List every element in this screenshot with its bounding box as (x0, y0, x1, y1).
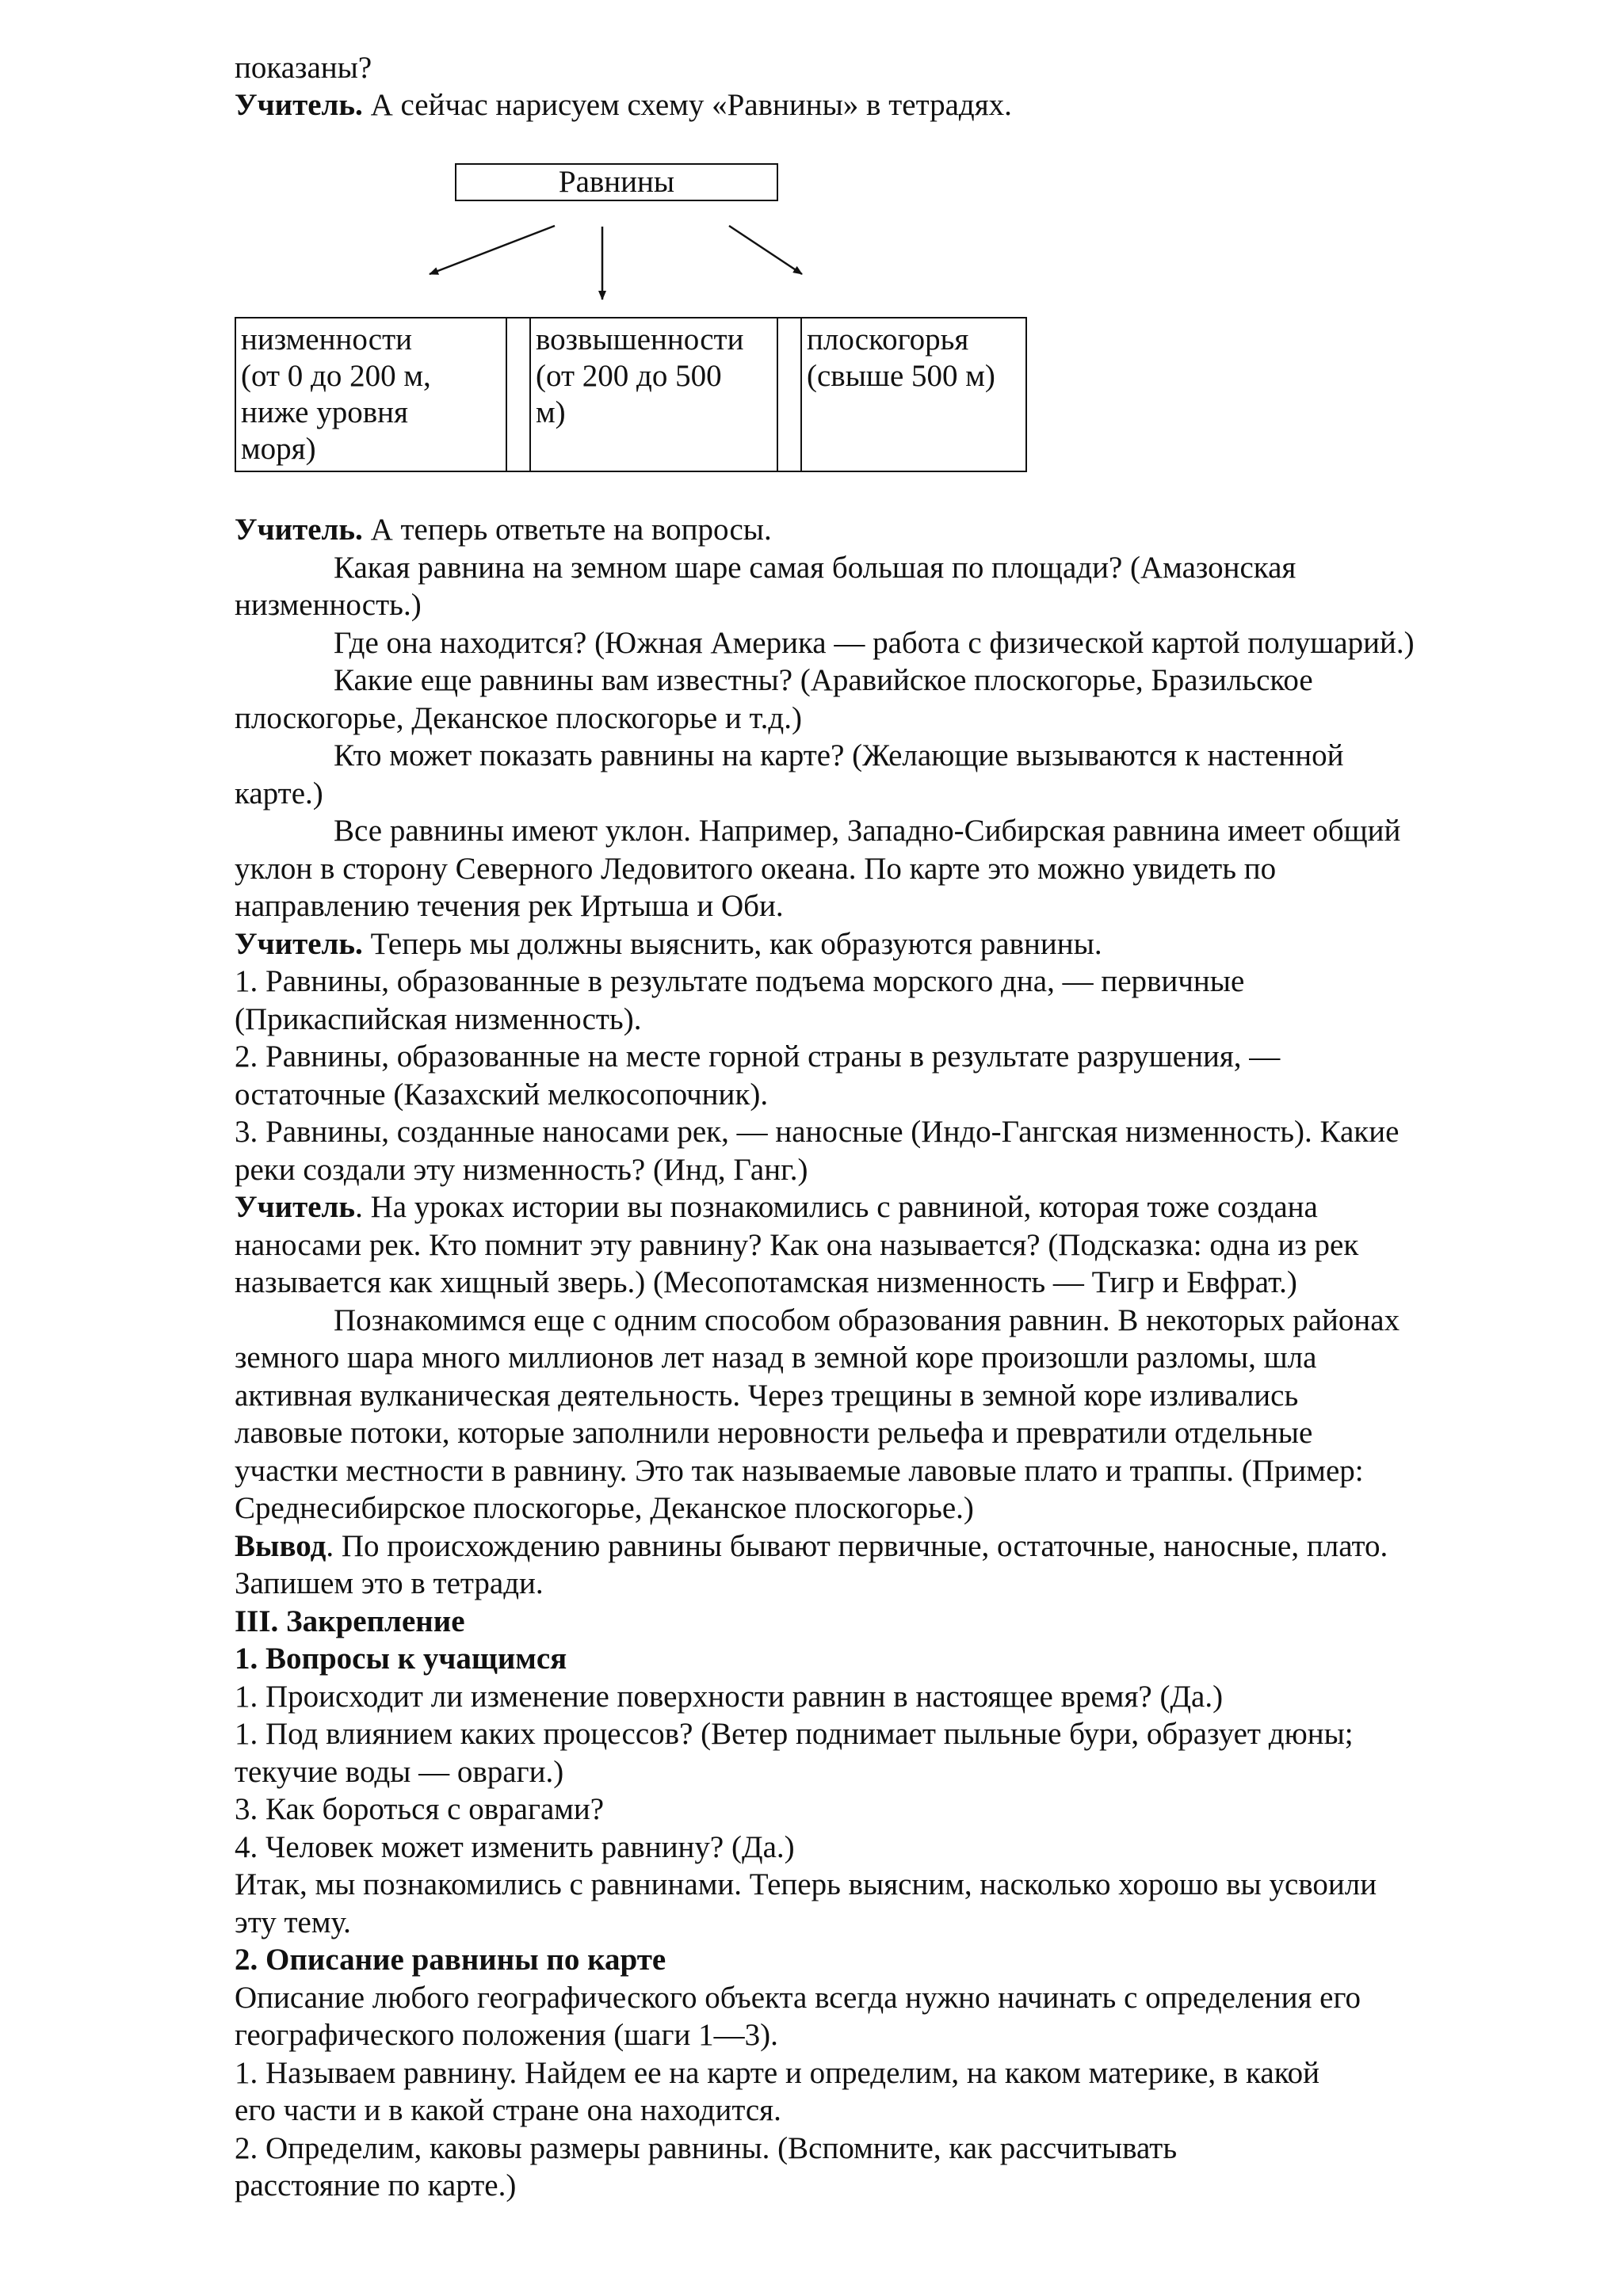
conclusion-label: Вывод (235, 1529, 327, 1563)
speaker-label: Учитель (235, 1190, 356, 1224)
diagram-box-plateaus (800, 317, 1027, 472)
speaker-label: Учитель. (235, 927, 363, 961)
text-line: называется как хищный зверь.) (Месопотамская низменность — Тигр и Евфрат.) (235, 1265, 1297, 1299)
text-line: лавовые потоки, которые заполнили неровности рельефа и превратили отдельные (235, 1416, 1313, 1450)
text-line (235, 1188, 1318, 1226)
box-line: ниже уровня (241, 395, 408, 429)
box-line: низменности (241, 322, 413, 357)
diagram-arrows (0, 0, 1623, 333)
text-line: расстояние по карте.) (235, 2168, 517, 2203)
text-line: направлению течения рек Иртыша и Оби. (235, 889, 784, 923)
text-line: уклон в сторону Северного Ледовитого океана. По карте это можно увидеть по (235, 852, 1277, 886)
speaker-text: А сейчас нарисуем схему «Равнины» в тетрадях. (362, 88, 1012, 122)
text-line: эту тему. (235, 1905, 351, 1939)
speaker-text: А теперь ответьте на вопросы. (362, 513, 772, 547)
text-line: Какая равнина на земном шаре самая большая по площади? (Амазонская (334, 551, 1296, 585)
speaker-label: Учитель. (235, 513, 363, 547)
section-heading: III. Закрепление (235, 1604, 465, 1638)
text-line: низменность.) (235, 588, 422, 622)
text-line: Запишем это в тетради. (235, 1566, 544, 1600)
text-line: наносами рек. Кто помнит эту равнину? Как она называется? (Подсказка: одна из рек (235, 1228, 1359, 1262)
arrow-right (729, 226, 802, 274)
text-line: активная вулканическая деятельность. Через трещины в земной коре изливались (235, 1379, 1299, 1413)
diagram-box-uplands (529, 317, 778, 472)
text-line: его части и в какой стране она находится. (235, 2093, 781, 2127)
arrow-left (430, 226, 555, 274)
text-line: Все равнины имеют уклон. Например, Западно-Сибирская равнина имеет общий (334, 814, 1401, 848)
text-line (235, 511, 772, 548)
text-line: 1. Происходит ли изменение поверхности равнин в настоящее время? (Да.) (235, 1680, 1224, 1714)
text-line: остаточные (Казахский мелкосопочник). (235, 1077, 769, 1112)
text-line: земного шара много миллионов лет назад в земной коре произошли разломы, шла (235, 1341, 1317, 1375)
text-line: 2. Определим, каковы размеры равнины. (Вспомните, как рассчитывать (235, 2131, 1178, 2165)
subsection-heading: 1. Вопросы к учащимся (235, 1642, 567, 1676)
diagram-title: Равнины (558, 165, 675, 199)
speaker-text: . На уроках истории вы познакомились с равниной, которая тоже создана (355, 1190, 1318, 1224)
text-line: участки местности в равнину. Это так называемые лавовые плато и траппы. (Пример: (235, 1454, 1364, 1488)
box-line: моря) (241, 432, 316, 466)
text-line: Где она находится? (Южная Америка — работа с физической картой полушарий.) (334, 626, 1415, 660)
box-line: (свыше 500 м) (807, 359, 995, 393)
text-line: 3. Как бороться с оврагами? (235, 1792, 605, 1826)
text-line: Среднесибирское плоскогорье, Деканское плоскогорье.) (235, 1491, 974, 1525)
subsection-heading: 2. Описание равнины по карте (235, 1943, 666, 1977)
text-line: Описание любого географического объекта всегда нужно начинать с определения его (235, 1981, 1361, 2015)
text-line: текучие воды — овраги.) (235, 1755, 564, 1789)
box-line: возвышенности (536, 322, 744, 357)
text-line: Познакомимся еще с одним способом образования равнин. В некоторых районах (334, 1303, 1400, 1337)
diagram-box-lowlands (235, 317, 507, 472)
speaker-label: Учитель. (235, 88, 363, 122)
text-line: Итак, мы познакомились с равнинами. Теперь выясним, насколько хорошо вы усвоили (235, 1867, 1377, 1901)
box-line: (от 200 до 500 (536, 359, 722, 393)
speaker-text: Теперь мы должны выяснить, как образуются равнины. (362, 927, 1102, 961)
text-line: Какие еще равнины вам известны? (Аравийское плоскогорье, Бразильское (334, 663, 1313, 697)
text-line (235, 925, 1102, 963)
text-line: 3. Равнины, созданные наносами рек, — наносные (Индо-Гангская низменность). Какие (235, 1115, 1400, 1149)
diagram-box-spacer (777, 317, 802, 472)
box-line: (от 0 до 200 м, (241, 359, 431, 393)
text-line: 1. Равнины, образованные в результате подъема морского дна, — первичные (235, 964, 1245, 998)
text-line: 1. Называем равнину. Найдем ее на карте и определим, на каком материке, в какой (235, 2056, 1320, 2090)
text-line: показаны? (235, 51, 372, 85)
text-line: 4. Человек может изменить равнину? (Да.) (235, 1830, 795, 1864)
text-line: плоскогорье, Деканское плоскогорье и т.д.) (235, 701, 802, 735)
conclusion-text: . По происхождению равнины бывают первичные, остаточные, наносные, плато. (326, 1529, 1388, 1563)
box-line: м) (536, 395, 566, 429)
text-line: Кто может показать равнины на карте? (Желающие вызываются к настенной (334, 738, 1344, 772)
text-line: 2. Равнины, образованные на месте горной страны в результате разрушения, — (235, 1039, 1281, 1074)
text-line: реки создали эту низменность? (Инд, Ганг.) (235, 1153, 808, 1187)
text-line (235, 1527, 1388, 1565)
text-line: карте.) (235, 776, 323, 810)
text-line: (Прикаспийская низменность). (235, 1002, 642, 1036)
diagram-box-spacer (506, 317, 531, 472)
text-line: географического положения (шаги 1—3). (235, 2018, 778, 2052)
box-line: плоскогорья (807, 322, 969, 357)
text-line: 1. Под влиянием каких процессов? (Ветер поднимает пыльные бури, образует дюны; (235, 1717, 1354, 1751)
